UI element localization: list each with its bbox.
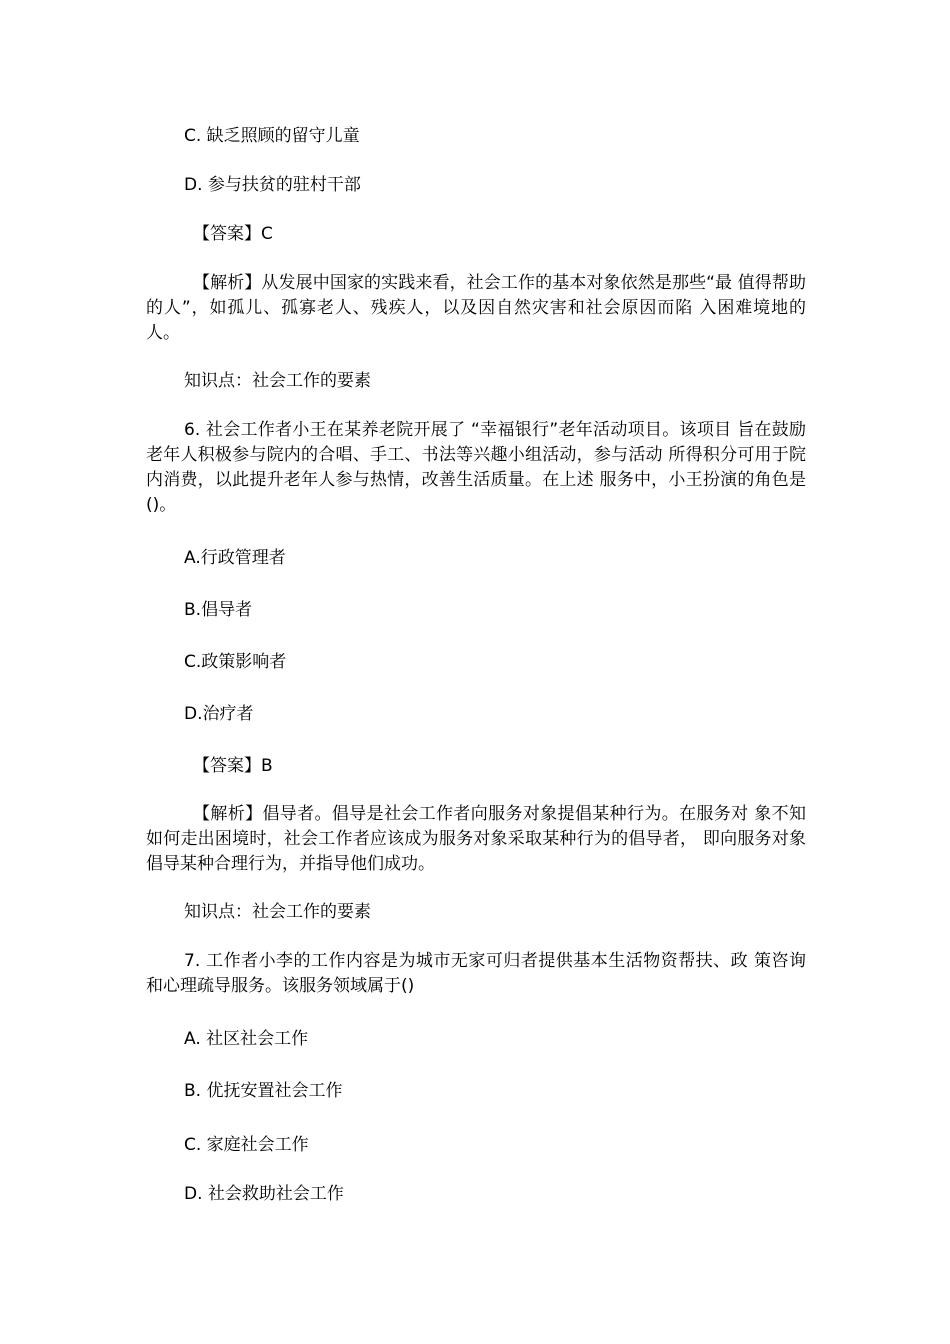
q6-analysis-text: 【解析】倡导者。倡导是社会工作者向服务对象提倡某种行为。在服务对 象不知如何走出困境时，社会工作者应该成为服务对象采取某种行为的倡导者， 即向服务对象倡导某种合理行为，并指导他们成功。 [146,804,806,874]
q7-option-d: D. 社会救助社会工作 [184,1184,344,1204]
q6-option-b: B.倡导者 [184,600,253,620]
q6-option-c: C.政策影响者 [184,652,287,672]
q7-question [146,949,806,999]
q5-analysis-text: 【解析】从发展中国家的实践来看，社会工作的基本对象依然是那些“最 值得帮助的人”，如孤儿、孤寡老人、残疾人，以及因自然灾害和社会原因而陷 入困难境地的人。 [146,273,806,343]
q5-answer: 【答案】C [193,224,273,244]
q6-analysis [146,802,806,877]
q5-option-c: C. 缺乏照顾的留守儿童 [184,126,360,146]
q6-question [146,418,806,518]
q6-knowledge-point: 知识点：社会工作的要素 [184,902,371,922]
q6-answer: 【答案】B [193,756,273,776]
q7-option-b: B. 优抚安置社会工作 [184,1081,343,1101]
q6-option-a: A.行政管理者 [184,548,286,568]
q5-analysis [146,271,806,346]
q7-option-c: C. 家庭社会工作 [184,1135,309,1155]
q7-option-a: A. 社区社会工作 [184,1029,309,1049]
q5-option-d: D. 参与扶贫的驻村干部 [184,175,361,195]
q5-knowledge-point: 知识点：社会工作的要素 [184,371,371,391]
q6-option-d: D.治疗者 [184,704,254,724]
q7-question-text: 7. 工作者小李的工作内容是为城市无家可归者提供基本生活物资帮扶、政 策咨询和心理疏导服务。该服务领域属于() [146,951,806,996]
q6-question-text: 6. 社会工作者小王在某养老院开展了 “幸福银行”老年活动项目。该项目 旨在鼓励老年人积极参与院内的合唱、手工、书法等兴趣小组活动，参与活动 所得积分可用于院内消费，以此提升老年人参与热情，改善生活质量。在上述 服务中，小王扮演的角色是()。 [146,420,806,515]
